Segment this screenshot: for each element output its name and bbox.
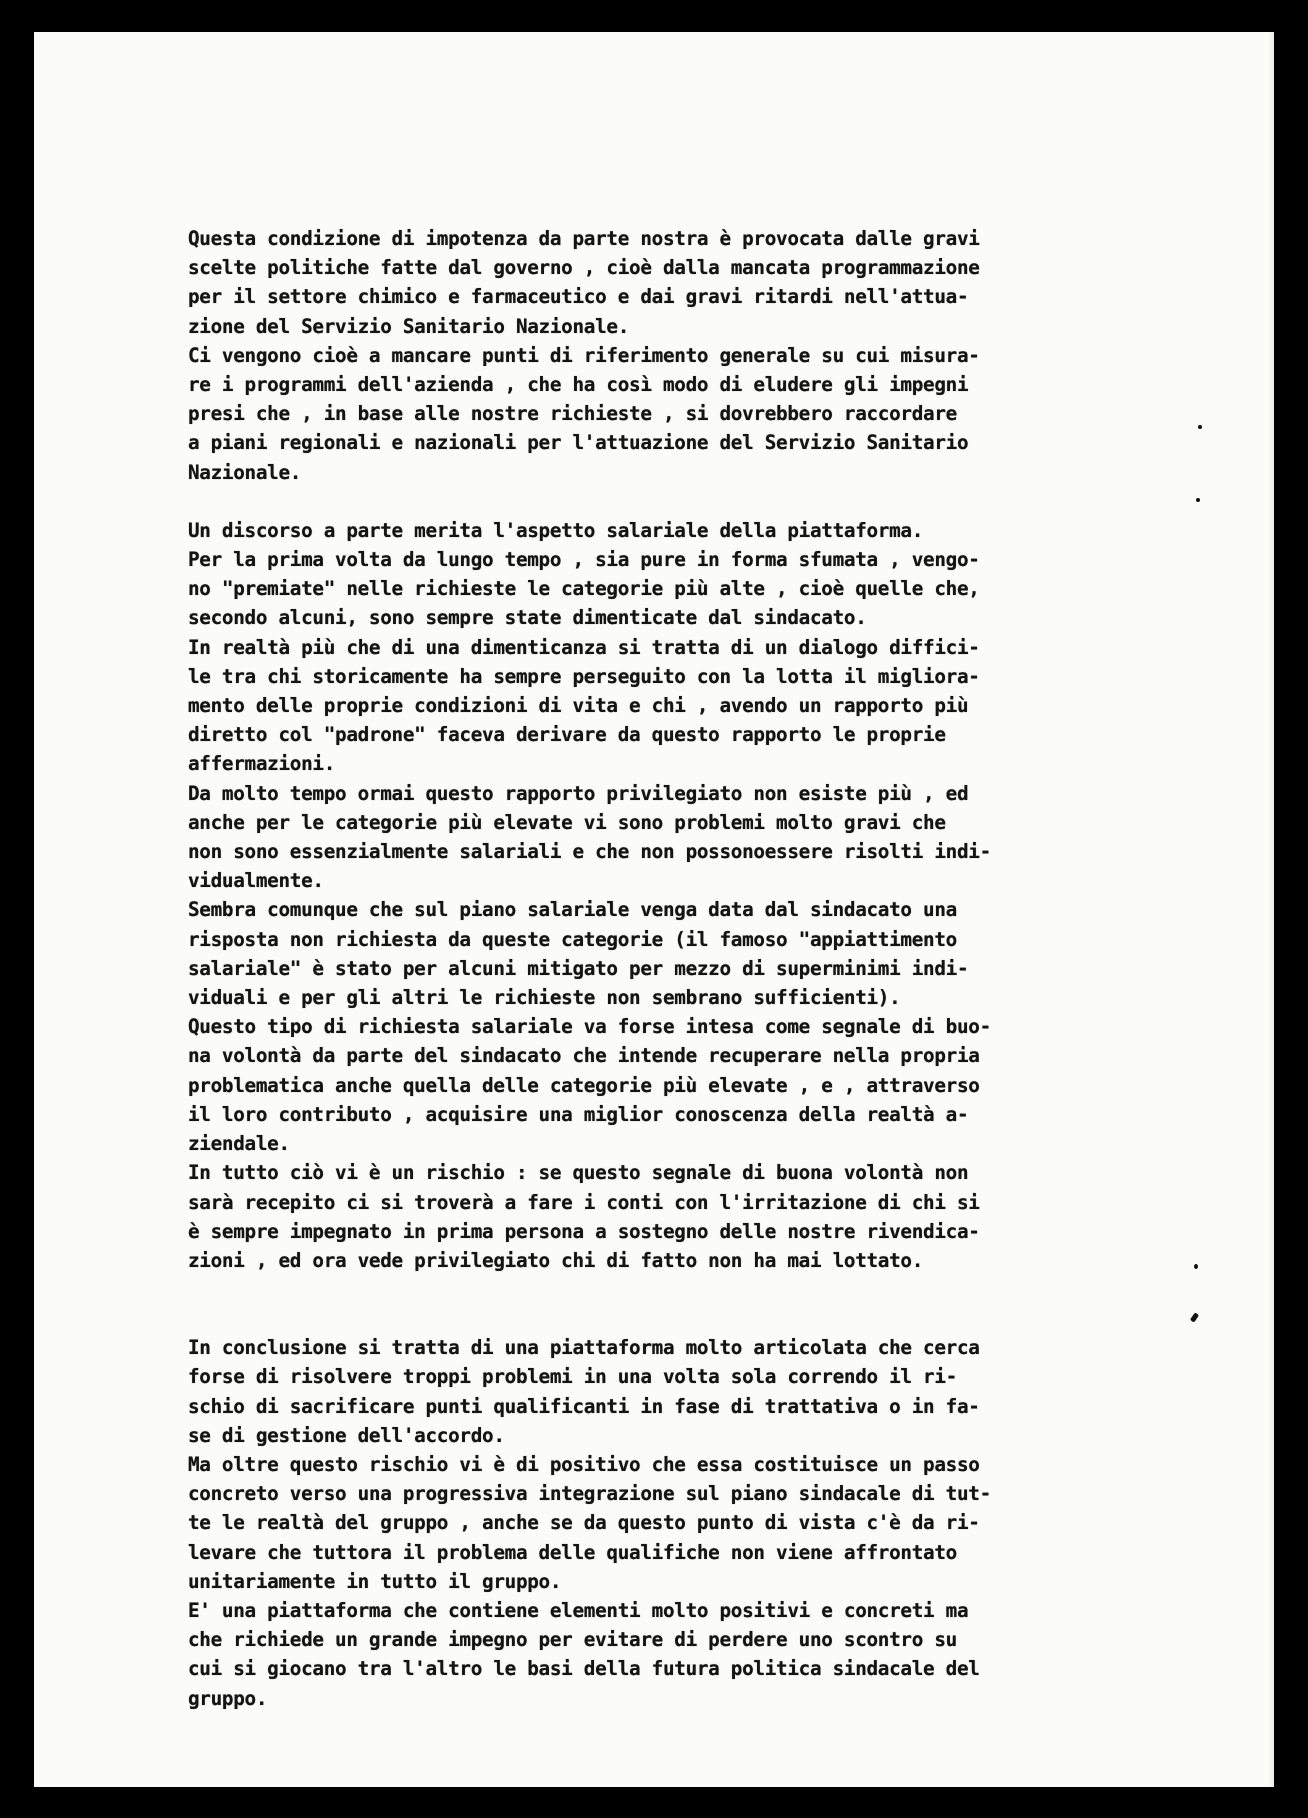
text-line: a piani regionali e nazionali per l'attuazione del Servizio Sanitario [188, 431, 969, 455]
text-line: le tra chi storicamente ha sempre perseguito con la lotta il migliora- [188, 664, 980, 688]
text-line: anche per le categorie più elevate vi sono problemi molto gravi che [188, 810, 946, 834]
text-line: mento delle proprie condizioni di vita e chi , avendo un rapporto più [188, 694, 969, 718]
text-line: re i programmi dell'azienda , che ha così modo di eludere gli impegni [188, 373, 969, 397]
text-line: affermazioni. [188, 752, 336, 776]
text-line: zione del Servizio Sanitario Nazionale. [188, 314, 630, 338]
margin-speck [1198, 425, 1202, 429]
text-line: cui si giocano tra l'altro le basi della futura politica sindacale del [188, 1657, 980, 1681]
text-line: te le realtà del gruppo , anche se da questo punto di vista c'è da ri- [188, 1511, 980, 1535]
text-line: zioni , ed ora vede privilegiato chi di fatto non ha mai lottato. [188, 1248, 924, 1272]
text-line: concreto verso una progressiva integrazione sul piano sindacale di tut- [188, 1482, 991, 1506]
text-line: risposta non richiesta da queste categorie (il famoso "appiattimento [188, 927, 957, 951]
text-line: che richiede un grande impegno per evitare di perdere uno scontro su [188, 1628, 957, 1652]
text-line: non sono essenzialmente salariali e che non possonoessere risolti indi- [188, 840, 991, 864]
text-line: Sembra comunque che sul piano salariale venga data dal sindacato una [188, 898, 957, 922]
text-line: Per la prima volta da lungo tempo , sia pure in forma sfumata , vengo- [188, 548, 980, 572]
paragraph-salary-aspect [188, 516, 1138, 1275]
text-line: il loro contributo , acquisire una miglior conoscenza della realtà a- [188, 1102, 969, 1126]
paragraph-conclusion [188, 1333, 1138, 1713]
text-line: presi che , in base alle nostre richieste , si dovrebbero raccordare [188, 402, 957, 426]
paragraph-government-policy [188, 224, 1138, 487]
paper-sheet [34, 32, 1274, 1787]
text-line: problematica anche quella delle categorie più elevate , e , attraverso [188, 1073, 980, 1097]
text-line: Ci vengono cioè a mancare punti di riferimento generale su cui misura- [188, 343, 980, 367]
paragraph-gap [188, 1275, 1138, 1333]
text-line: Nazionale. [188, 460, 302, 484]
text-line: secondo alcuni, sono sempre state dimenticate dal sindacato. [188, 606, 867, 630]
text-line: In realtà più che di una dimenticanza si tratta di un dialogo diffici- [188, 635, 980, 659]
text-line: sarà recepito ci si troverà a fare i conti con l'irritazione di chi si [188, 1190, 980, 1214]
text-line: ziendale. [188, 1132, 290, 1156]
text-line: levare che tuttora il problema delle qualifiche non viene affrontato [188, 1540, 957, 1564]
text-line: na volontà da parte del sindacato che intende recuperare nella propria [188, 1044, 980, 1068]
text-line: Questo tipo di richiesta salariale va forse intesa come segnale di buo- [188, 1015, 991, 1039]
text-line: unitariamente in tutto il gruppo. [188, 1569, 562, 1593]
text-line: gruppo. [188, 1686, 268, 1710]
text-line: è sempre impegnato in prima persona a sostegno delle nostre rivendica- [188, 1219, 980, 1243]
text-line: vidualmente. [188, 869, 324, 893]
text-line: In tutto ciò vi è un rischio : se questo segnale di buona volontà non [188, 1161, 969, 1185]
text-line: per il settore chimico e farmaceutico e dai gravi ritardi nell'attua- [188, 285, 969, 309]
text-line: schio di sacrificare punti qualificanti in fase di trattativa o in fa- [188, 1394, 980, 1418]
margin-speck [1196, 498, 1200, 502]
text-line: salariale" è stato per alcuni mitigato per mezzo di superminimi indi- [188, 956, 969, 980]
text-line: Ma oltre questo rischio vi è di positivo che essa costituisce un passo [188, 1452, 980, 1476]
text-line: E' una piattaforma che contiene elementi molto positivi e concreti ma [188, 1598, 969, 1622]
text-line: scelte politiche fatte dal governo , cioè dalla mancata programmazione [188, 256, 980, 280]
text-line: diretto col "padrone" faceva derivare da questo rapporto le proprie [188, 723, 946, 747]
text-line: Un discorso a parte merita l'aspetto salariale della piattaforma. [188, 518, 924, 542]
page-edge-shadow [1268, 32, 1274, 1787]
text-line: se di gestione dell'accordo. [188, 1423, 505, 1447]
text-line: forse di risolvere troppi problemi in una volta sola correndo il ri- [188, 1365, 957, 1389]
paragraph-gap [188, 487, 1138, 516]
text-line: Questa condizione di impotenza da parte nostra è provocata dalle gravi [188, 227, 980, 250]
text-line: In conclusione si tratta di una piattaforma molto articolata che cerca [188, 1336, 980, 1360]
text-line: no "premiate" nelle richieste le categorie più alte , cioè quelle che, [188, 577, 980, 601]
text-line: viduali e per gli altri le richieste non sembrano sufficienti). [188, 986, 901, 1010]
text-line: Da molto tempo ormai questo rapporto privilegiato non esiste più , ed [188, 781, 969, 805]
margin-speck [1194, 1264, 1198, 1269]
margin-speck [1190, 1312, 1199, 1322]
typewritten-text [188, 224, 1138, 1713]
